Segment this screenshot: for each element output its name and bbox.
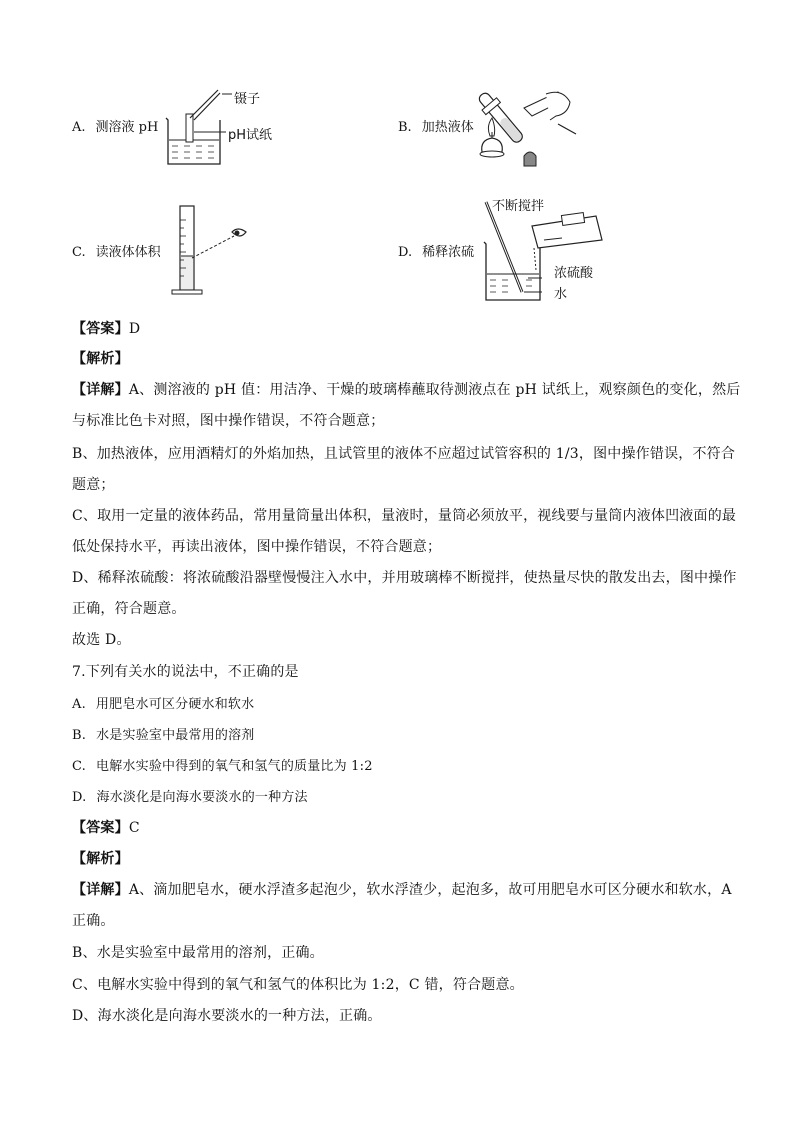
detail-tag: 【详解】 <box>72 882 129 898</box>
option-item <box>72 693 254 712</box>
text-line: C、取用一定量的液体药品，常用量筒量出体积，量液时，量筒必须放平，视线要与量筒内液体凹液面的最 <box>72 508 737 524</box>
label-stir: 不断搅拌 <box>492 199 545 214</box>
text-line: 正确，符合题意。 <box>72 601 186 617</box>
option-text: 稀释浓硫 <box>422 245 475 260</box>
text-line: 题意； <box>72 477 115 493</box>
option-letter: C. <box>72 759 87 774</box>
text-line: C、电解水实验中得到的氧气和氢气的体积比为 1:2，C 错，符合题意。 <box>72 977 524 993</box>
option-letter: B. <box>72 728 87 743</box>
text-line: B、加热液体，应用酒精灯的外焰加热，且试管里的液体不应超过试管容积的 1/3，图中操作错误，不符合 <box>72 446 736 462</box>
option-item <box>72 786 308 805</box>
text-line: 与标准比色卡对照，图中操作错误，不符合题意； <box>72 413 385 429</box>
label-tweezers: 镊子 <box>234 92 261 107</box>
text-line: 故选 D。 <box>72 632 131 648</box>
option-d <box>398 241 474 260</box>
detail-line <box>72 879 732 899</box>
option-text: 加热液体 <box>421 120 474 135</box>
answer-tag: 【答案】 <box>72 820 129 836</box>
option-text: 电解水实验中得到的氧气和氢气的质量比为 1:2 <box>96 759 373 774</box>
label-ph-paper: pH试纸 <box>228 128 273 143</box>
label-acid: 浓硫酸 <box>554 266 594 281</box>
option-text: 用肥皂水可区分硬水和软水 <box>95 697 255 712</box>
option-text: 测溶液 pH <box>95 120 159 135</box>
label-water: 水 <box>554 287 568 302</box>
option-text: 海水淡化是向海水要淡水的一种方法 <box>96 790 308 805</box>
answer-tag: 【答案】 <box>72 321 129 337</box>
option-letter: C. <box>72 245 86 260</box>
option-letter: D. <box>72 790 87 805</box>
option-c <box>72 241 161 260</box>
option-letter: A. <box>72 697 86 712</box>
answer-value: C <box>128 820 140 836</box>
text-line: 正确。 <box>72 913 115 929</box>
detail-line <box>72 379 740 399</box>
text-line: B、水是实验室中最常用的溶剂，正确。 <box>72 945 324 961</box>
answer-line <box>72 817 140 837</box>
text-line: 低处保持水平，再读出液体，图中操作错误，不符合题意； <box>72 539 442 555</box>
option-text: 水是实验室中最常用的溶剂 <box>96 728 255 743</box>
analysis-tag: 【解析】 <box>72 351 129 367</box>
text-line: D、稀释浓硫酸：将浓硫酸沿器壁慢慢注入水中，并用玻璃棒不断搅拌，使热量尽快的散发出去，图中操作 <box>72 570 737 586</box>
option-b <box>398 116 474 135</box>
answer-value: D <box>128 321 141 337</box>
answer-line <box>72 318 140 338</box>
option-letter: D. <box>398 245 413 260</box>
detail-tag: 【详解】 <box>72 382 129 398</box>
text-line: A、测溶液的 pH 值：用洁净、干燥的玻璃棒蘸取待测液点在 pH 试纸上，观察颜色的变化，然后 <box>128 382 741 398</box>
option-letter: A. <box>72 120 86 135</box>
option-a <box>72 116 158 135</box>
option-text: 读液体体积 <box>95 245 161 260</box>
text-line: D、海水淡化是向海水要淡水的一种方法，正确。 <box>72 1008 382 1024</box>
reading-volume-figure <box>168 200 258 300</box>
option-letter: B. <box>398 120 412 135</box>
option-item <box>72 724 255 743</box>
analysis-tag: 【解析】 <box>72 851 129 867</box>
question-stem: 7.下列有关水的说法中，不正确的是 <box>72 664 299 680</box>
text-line: A、滴加肥皂水，硬水浮渣多起泡少，软水浮渣少，起泡多，故可用肥皂水可区分硬水和软水，A <box>128 882 732 898</box>
heating-liquid-figure <box>472 74 592 174</box>
option-item <box>72 755 373 774</box>
